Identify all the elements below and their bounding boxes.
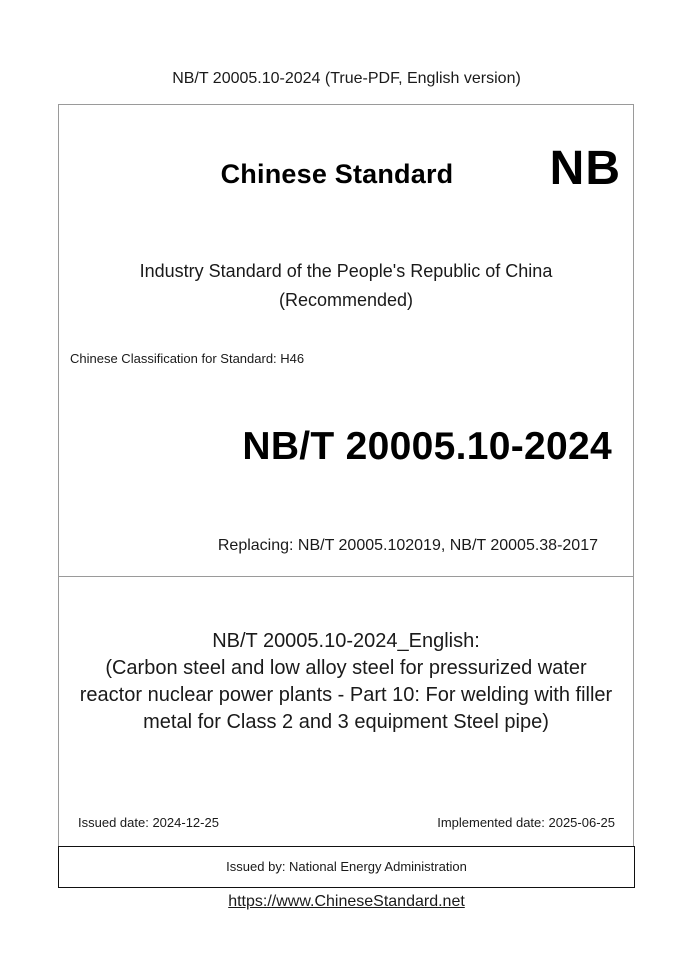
classification-text: Chinese Classification for Standard: H46 xyxy=(70,351,305,366)
standard-number: NB/T 20005.10-2024 xyxy=(242,425,612,468)
recommended-line: (Recommended) xyxy=(278,290,414,310)
nb-logo: NB xyxy=(549,142,621,195)
cover-frame xyxy=(58,104,634,887)
issued-date: Issued date: 2024-12-25 xyxy=(78,815,219,830)
english-title-block xyxy=(59,628,633,736)
standard-title: Chinese Standard xyxy=(220,159,454,189)
english-title-line: (Carbon steel and low alloy steel for pressurized water xyxy=(105,657,587,679)
implemented-date: Implemented date: 2025-06-25 xyxy=(437,815,615,830)
english-title-line: metal for Class 2 and 3 equipment Steel pipe) xyxy=(143,711,549,733)
industry-standard-line: Industry Standard of the People's Republic of China xyxy=(139,261,553,281)
issued-by-box: Issued by: National Energy Administration xyxy=(58,846,635,888)
english-title-line: reactor nuclear power plants - Part 10: For welding with filler xyxy=(79,684,613,706)
page-header-title: NB/T 20005.10-2024 (True-PDF, English version) xyxy=(172,70,521,87)
section-divider xyxy=(59,576,633,577)
cover-upper-section xyxy=(59,105,633,576)
website-link[interactable]: https://www.ChineseStandard.net xyxy=(228,893,465,910)
english-title-line: NB/T 20005.10-2024_English: xyxy=(212,630,480,652)
replacing-text: Replacing: NB/T 20005.102019, NB/T 20005.38-2017 xyxy=(217,537,598,554)
